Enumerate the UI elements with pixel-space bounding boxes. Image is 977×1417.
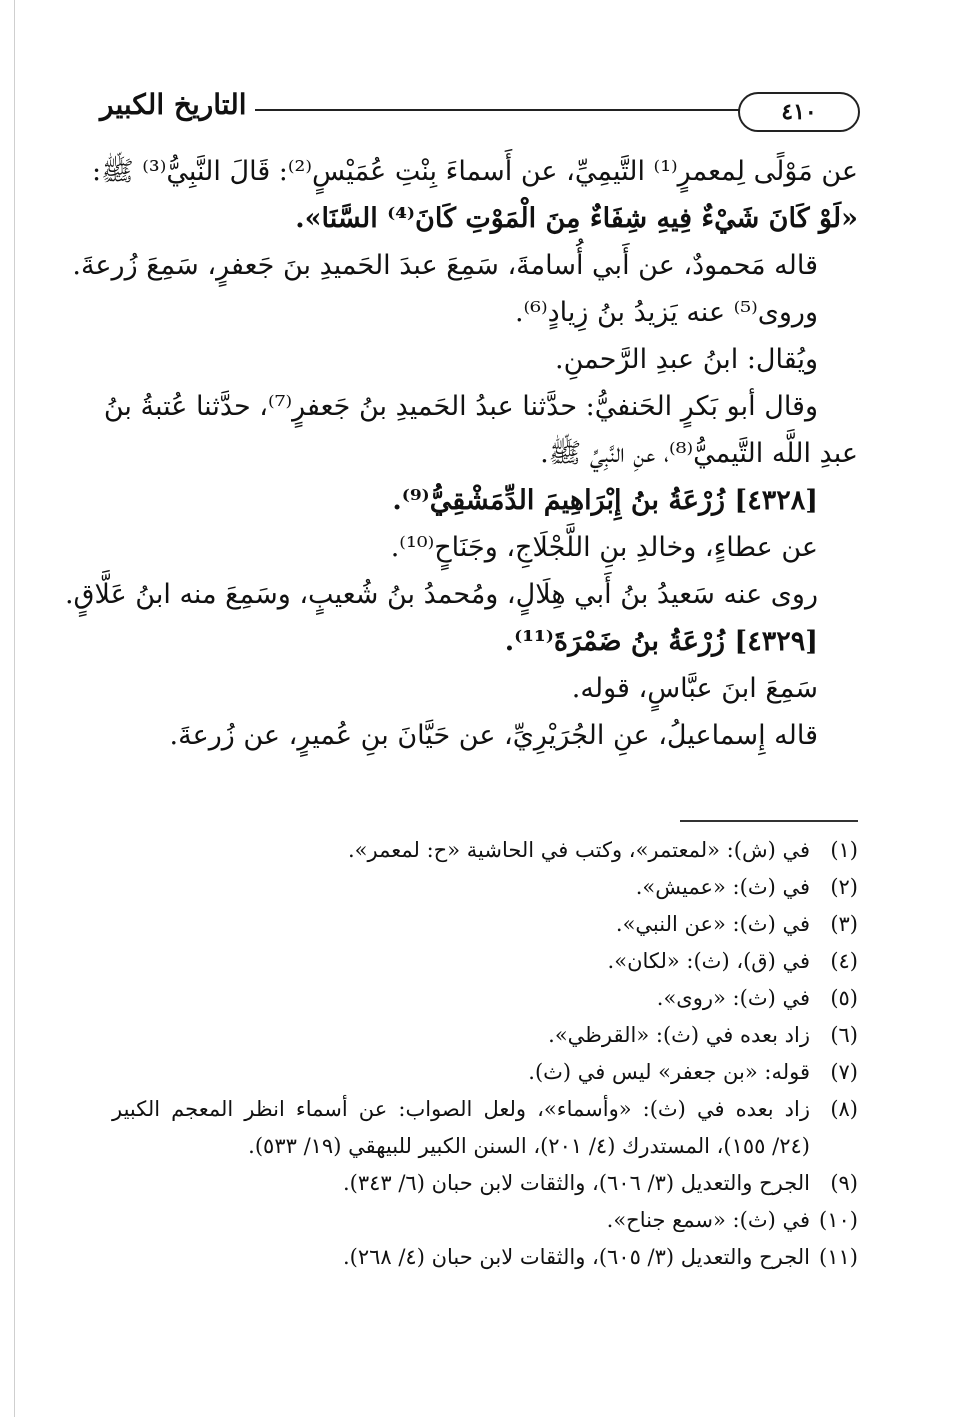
footnote <box>112 906 858 943</box>
footnote-number: (٨) <box>830 1097 858 1121</box>
footnote-text: في (ش): «لمعتمر»، وكتب في الحاشية «ح: لمعمر». <box>348 838 810 862</box>
footnote-number: (٩) <box>830 1171 858 1195</box>
footnote-text: الجرح والتعديل (٣/ ٦٠٥)، والثقات لابن حبان (٤/ ٢٦٨). <box>342 1245 810 1269</box>
footnote-number: (٣) <box>830 912 858 936</box>
header-rule <box>255 109 740 111</box>
footnote-text: في (ث): «عن النبي». <box>615 912 810 936</box>
footnote-text: في (ق)، (ث): «لكان». <box>607 949 810 973</box>
entry-heading-4329: [٤٣٢٩] زُرْعَةُ بنُ ضَمْرَةَ⁽¹¹⁾. <box>504 626 818 657</box>
footnote-text: في (ث): «عميش». <box>635 875 810 899</box>
text-line: سَمِعَ ابنَ عبَّاسٍ، قوله. <box>571 673 818 704</box>
footnote-text: في (ث): «سمع جناح». <box>606 1208 810 1232</box>
page-number: ٤١٠ <box>738 92 860 132</box>
footnote-number: (١) <box>830 838 858 862</box>
text-line: روى عنه سَعيدُ بنُ أَبي هِلَالٍ، ومُحمدُ بنُ شُعيبٍ، وسَمِعَ منه ابنُ عَلَّاقٍ. <box>64 579 818 610</box>
footnote <box>112 869 858 906</box>
hadith-quote-line: «لَوْ كَانَ شَيْءٌ فِيهِ شِفَاءٌ مِنَ الْمَوْتِ كَانَ⁽⁴⁾ السَّنَا». <box>295 203 858 234</box>
footnote <box>112 1165 858 1202</box>
text-line: عن مَوْلًى لِمعمرٍ⁽¹⁾ التَّيمِيِّ، عن أَسماءَ بِنْتِ عُمَيْسٍ⁽²⁾: قَالَ النَّبِيُّ⁽³⁾ ﷺ: <box>91 156 858 187</box>
text-line: عبدِ اللَّه التَّيميُّ⁽⁸⁾، عنِ النَّبِيِّ ﷺ. <box>540 438 858 469</box>
text-line: وقال أبو بَكرٍ الحَنفيُّ: حدَّثنا عبدُ الحَميدِ بنُ جَعفرٍ⁽⁷⁾، حدَّثنا عُتبةُ بنُ <box>103 391 818 422</box>
footnotes <box>112 832 858 1276</box>
footnote-text: قوله: «بن جعفر» ليس في (ث). <box>528 1060 810 1084</box>
footnote-continuation: (٢٤/ ١٥٥)، المستدرك (٤/ ٢٠١)، السنن الكبير للبيهقي (١٩/ ٥٣٣). <box>248 1134 810 1158</box>
text-line: ويُقال: ابنُ عبدِ الرَّحمنِ. <box>555 344 818 375</box>
footnote <box>112 1202 858 1239</box>
footnote-text: الجرح والتعديل (٣/ ٦٠٦)، والثقات لابن حبان (٦/ ٣٤٣). <box>342 1171 810 1195</box>
footnote-number: (٢) <box>830 875 858 899</box>
footnote-number: (٥) <box>830 986 858 1010</box>
footnote <box>112 980 858 1017</box>
footnote-text: في (ث): «روى». <box>656 986 810 1010</box>
page-header <box>100 80 860 140</box>
footnote <box>112 1017 858 1054</box>
footnote <box>112 832 858 869</box>
text-line: قاله إِسماعيلُ، عنِ الجُرَيْرِيِّ، عن حَيَّانَ بنِ عُميرٍ، عن زُرعةَ. <box>169 720 818 751</box>
main-text <box>64 148 858 759</box>
footnote <box>112 1091 858 1128</box>
text-line: عن عطاءٍ، وخالدِ بنِ اللَّجْلَاجِ، وجَنَاحٍ⁽¹⁰⁾. <box>390 532 818 563</box>
footnote-number: (٦) <box>830 1023 858 1047</box>
page-edge-line <box>14 0 15 1417</box>
running-title: التاريخ الكبير <box>100 88 247 121</box>
footnote-number: (٤) <box>830 949 858 973</box>
footnote-text: زاد بعده في (ث): «وأسماء»، ولعل الصواب: عن أسماء انظر المعجم الكبير <box>112 1097 810 1121</box>
footnote <box>112 1239 858 1276</box>
footnote-number: (١٠) <box>819 1208 858 1232</box>
footnote-number: (١١) <box>819 1245 858 1269</box>
footnote <box>112 1054 858 1091</box>
text-line: وروى⁽⁵⁾ عنه يَزيدُ بنُ زِيادٍ⁽⁶⁾. <box>514 297 818 328</box>
text-line: قاله مَحمودٌ، عن أَبي أُسامةَ، سَمِعَ عبدَ الحَميدِ بنَ جَعفرٍ، سَمِعَ زُرعةَ. <box>72 250 818 281</box>
entry-heading-4328: [٤٣٢٨] زُرْعَةُ بنُ إِبْرَاهِيمَ الدِّمَشْقِيُّ⁽⁹⁾. <box>392 485 818 516</box>
footnote-text: زاد بعده في (ث): «القرظي». <box>548 1023 810 1047</box>
footnote <box>112 943 858 980</box>
footnote-separator <box>680 820 858 822</box>
footnote-number: (٧) <box>830 1060 858 1084</box>
